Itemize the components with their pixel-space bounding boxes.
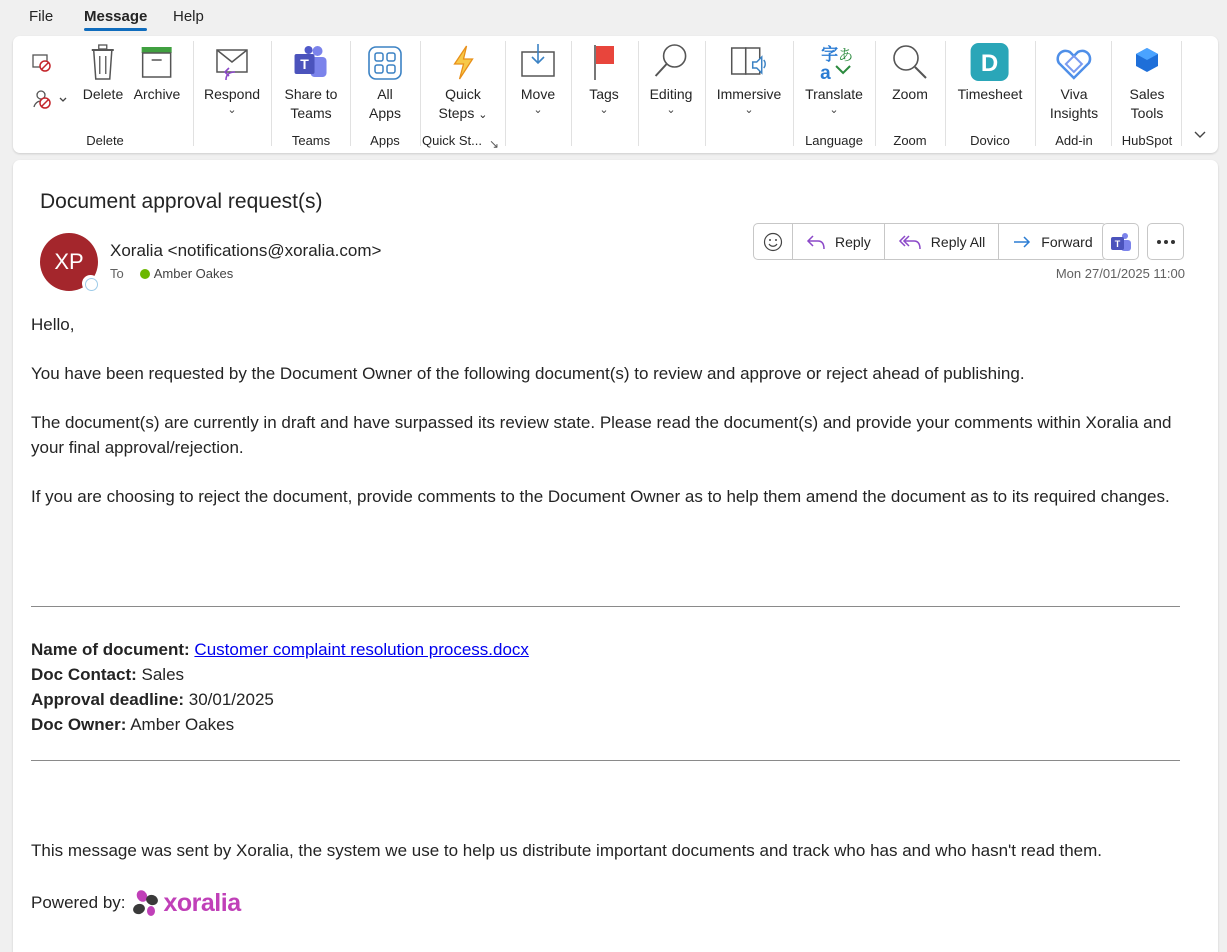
group-label-quick-steps: Quick St... [422,133,482,148]
menu-help[interactable]: Help [173,8,204,25]
approval-deadline-label: Approval deadline: [31,690,185,709]
recipient[interactable]: Amber Oakes [153,266,234,281]
block-sender-icon[interactable] [31,88,71,115]
group-label-zoom: Zoom [893,133,927,148]
presence-available-icon [140,269,150,279]
svg-text:あ: あ [838,46,854,64]
delete-button[interactable]: Delete [83,42,123,104]
divider-bottom [31,760,1180,761]
email-subject: Document approval request(s) [40,190,323,213]
group-label-teams: Teams [291,133,331,148]
archive-button[interactable]: Archive [134,42,181,104]
emoji-reaction-button[interactable] [754,224,792,259]
doc-owner-value: Amber Oakes [130,715,235,734]
recipients-line [110,266,233,281]
reading-pane [13,160,1218,952]
lightning-icon [448,42,478,82]
more-actions-button[interactable] [1147,223,1184,260]
translate-icon [814,42,854,82]
timesheet-button[interactable]: D Timesheet [958,42,1023,104]
teams-icon [1110,231,1132,253]
forward-button[interactable]: Forward [998,224,1105,259]
xoralia-logo-text: xoralia [163,888,241,917]
zoom-button[interactable]: Zoom [890,42,930,104]
ellipsis-icon [1156,239,1176,245]
respond-button[interactable]: Respond ⌄ [204,42,260,115]
body-paragraph-3: If you are choosing to reject the document, provide comments to the Document Owner as to help them amend the document as to its required changes. [31,487,1170,506]
tags-button[interactable]: Tags ⌄ [589,42,619,115]
translate-button[interactable]: 字 あ a Translate ⌄ [805,42,863,115]
received-date: Mon 27/01/2025 11:00 [1055,266,1185,281]
svg-text:D: D [981,50,999,77]
doc-name-label: Name of document: [31,640,190,659]
ribbon-expand-icon[interactable] [1193,127,1207,145]
approval-deadline-value: 30/01/2025 [188,690,274,709]
message-actions [753,223,1107,260]
viva-insights-button[interactable]: Viva Insights [1050,42,1098,123]
forward-icon [1012,233,1032,251]
reply-all-button[interactable]: Reply All [884,224,998,259]
hubspot-icon [1127,42,1167,82]
viva-insights-icon [1054,42,1094,82]
sales-tools-button[interactable]: Sales Tools [1127,42,1167,123]
body-paragraph-1: You have been requested by the Document Owner of the following document(s) to review and approve or reject ahead of publishing. [31,364,1025,383]
svg-text:T: T [1114,238,1120,249]
group-label-hubspot: HubSpot [1121,133,1173,148]
menu-file[interactable]: File [29,8,54,25]
document-details [31,637,529,737]
group-label-dovico: Dovico [970,133,1010,148]
flag-icon [589,42,619,82]
body-paragraph-2: The document(s) are currently in draft and have surpassed its review state. Please read the document(s) and provide your comments within Xoralia and your final approval/rejection. [31,413,1172,457]
menu-bar [0,0,1227,36]
powered-by-label: Powered by: [31,893,126,912]
all-apps-button[interactable]: All Apps [367,42,403,123]
email-body [31,312,1191,533]
doc-owner-label: Doc Owner: [31,715,127,734]
quick-steps-button[interactable]: Quick Steps ⌄ [439,42,488,125]
svg-text:字: 字 [821,45,838,64]
magnifier-icon [653,42,689,82]
zoom-icon [890,42,930,82]
ignore-icon[interactable] [31,52,53,79]
to-label: To [110,266,124,281]
share-to-teams-button[interactable]: T Share to Teams [285,42,338,123]
immersive-reader-icon [729,42,769,82]
greeting: Hello, [31,315,75,334]
move-folder-icon [520,42,556,82]
reply-all-icon [898,233,922,251]
xoralia-logo-icon [130,887,162,919]
presence-icon [82,275,99,292]
group-label-add-in: Add-in [1055,133,1093,148]
editing-button[interactable]: Editing ⌄ [650,42,693,115]
reply-icon [806,233,826,251]
svg-text:T: T [300,56,310,72]
avatar[interactable]: XP [40,233,98,291]
footer-text: This message was sent by Xoralia, the system we use to help us distribute important documents and track who has and who hasn't read them. [31,841,1103,860]
trash-icon [88,42,118,82]
teams-share-button[interactable] [1102,223,1139,260]
divider-top [31,606,1180,607]
immersive-reader-button[interactable]: Immersive ⌄ [717,42,782,115]
group-label-apps: Apps [370,133,400,148]
svg-text:a: a [820,63,831,82]
move-button[interactable]: Move ⌄ [520,42,556,115]
archive-icon [139,42,175,82]
smiley-icon [763,232,783,252]
sender[interactable]: Xoralia <notifications@xoralia.com> [110,241,382,260]
doc-name-link[interactable]: Customer complaint resolution process.docx [194,640,529,659]
envelope-reply-icon [212,42,252,82]
apps-grid-icon [367,42,403,82]
menu-message[interactable]: Message [84,8,148,25]
doc-contact-value: Sales [141,665,185,684]
ribbon [13,36,1218,153]
powered-by [31,887,241,919]
dovico-icon [970,42,1010,82]
teams-icon [291,42,331,82]
doc-contact-label: Doc Contact: [31,665,137,684]
dialog-launcher-icon[interactable]: ↘ [489,137,500,151]
xoralia-logo [130,887,241,919]
group-label-delete: Delete [86,133,124,148]
group-label-language: Language [805,133,863,148]
reply-button[interactable]: Reply [792,224,884,259]
